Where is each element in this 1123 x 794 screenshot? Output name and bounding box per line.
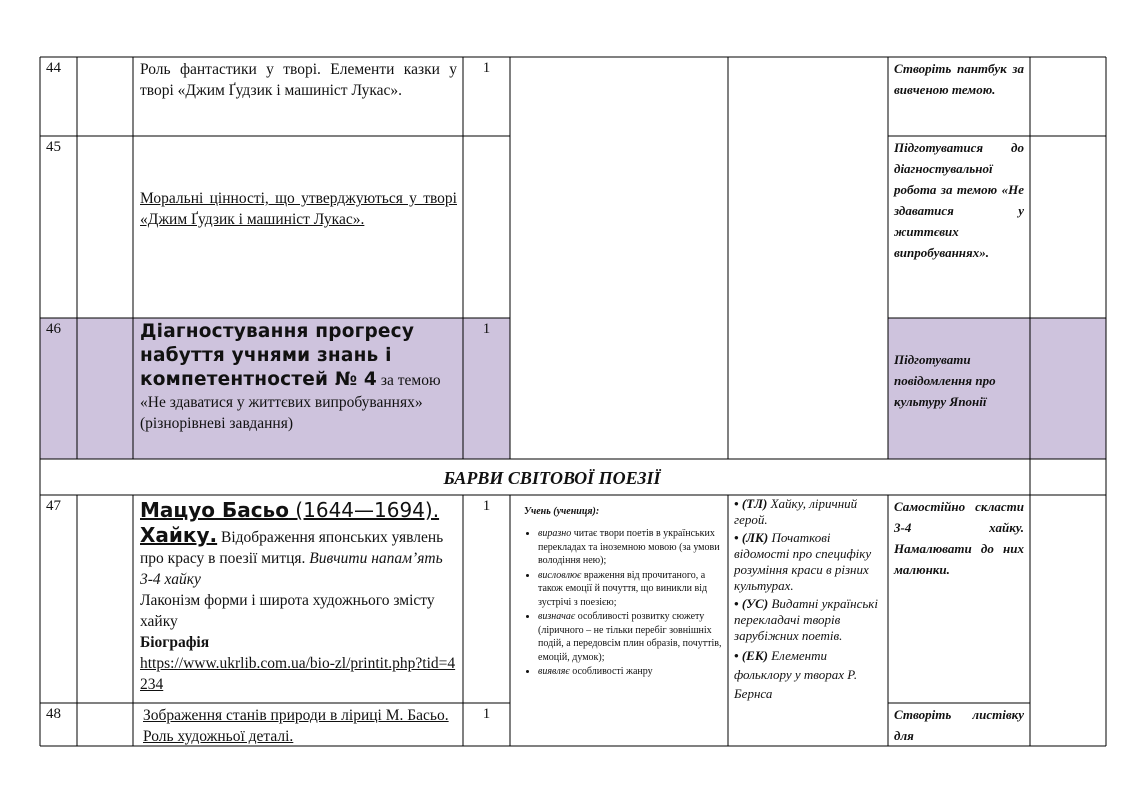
row-46-homework: Підготувати повідомлення про культуру Японії [894, 352, 996, 409]
row-46-lesson-rest: за темою «Не здаватися у життєвих випробуваннях» (різнорівневі завдання) [140, 372, 441, 432]
row-46-lesson-title: Діагностування прогресу набуття учнями знань і компетентностей № 4 [140, 321, 415, 390]
row-46-hours: 1 [482, 321, 491, 337]
row-47-years: (1644—1694). [288, 498, 440, 522]
row-47-author: Мацуо Басьо [140, 498, 289, 522]
row-47-homework: Самостійно скласти 3-4 хайку. Намалювати до них малюнки. [894, 499, 1024, 577]
crosscutting-lines [728, 496, 888, 745]
outcome-item: • висловлює враження від прочитаного, а також емоції й почуття, що виникли від зустрічі з поезією; [538, 569, 722, 610]
row-44-number: 44 [46, 60, 61, 76]
row-47-work: Хайку. [140, 523, 218, 547]
learning-outcomes [510, 500, 728, 745]
row-47-memorize: Вивчити напам’ять 3-4 хайку [140, 550, 443, 588]
row-47-lesson [133, 498, 463, 703]
section-title: БАРВИ СВІТОВОЇ ПОЕЗІЇ [443, 468, 661, 488]
outcome-item: • виразно читає твори поетів в українських перекладах та іноземною мовою (за умови володіння нею); [538, 527, 722, 568]
row-45-homework: Підготуватися до діагностувальної робота за темою «Не здаватися у життєвих випробуваннях». [894, 140, 1024, 260]
outcomes-list [524, 527, 722, 679]
crosscutting-item: • (УС) Видатні українські перекладачі творів зарубіжних поетів. [734, 596, 878, 643]
row-47-bio-link[interactable]: https://www.ukrlib.com.ua/bio-zl/printit.php?tid=4234 [140, 655, 456, 693]
row-46-number: 46 [46, 321, 61, 337]
outcome-item: • виявляє особливості жанру [538, 665, 722, 679]
crosscutting-item: • (ЛК) Початкові відомості про специфіку розуміння краси в різних культурах. [734, 530, 872, 593]
row-48-lesson-text: Зображення станів природи в ліриці М. Басьо. Роль художньої деталі. [143, 707, 449, 745]
row-46-lesson [133, 320, 463, 459]
row-44-hours: 1 [482, 60, 491, 76]
row-47-hours: 1 [482, 498, 491, 514]
outcome-item: • визначає особливості розвитку сюжету (ліричного – не тільки перебіг зовнішніх подій, а передовсім плин образів, почуттів, емоцій, думок); [538, 610, 722, 664]
row-47-bio-label: Біографія [140, 634, 210, 651]
row-48-number: 48 [46, 706, 61, 722]
row-48-hours: 1 [482, 706, 491, 722]
crosscutting-item: • (ТЛ) Хайку, ліричний герой. [734, 496, 858, 527]
row-48-lesson [133, 705, 463, 746]
crosscutting-item: • (ЕК) Елементи фольклору у творах Р. Бернса [734, 648, 858, 701]
row-47-desc: Відображення японських уявлень про красу в поезії митця. [140, 529, 444, 567]
row-47-desc2: Лаконізм форми і широта художнього змісту хайку [140, 592, 435, 630]
row-48-homework: Створіть листівку для [894, 707, 1024, 743]
row-44-lesson: Роль фантастики у творі. Елементи казки у творі «Джим Ґудзик і машиніст Лукас». [140, 61, 457, 99]
row-47-number: 47 [46, 498, 61, 514]
outcomes-title: Учень (учениця): [524, 506, 600, 517]
row-45-lesson-text: Моральні цінності, що утверджуються у творі «Джим Ґудзик і машиніст Лукас». [140, 190, 457, 228]
row-45-number: 45 [46, 139, 61, 155]
row-44-homework: Створіть пантбук за вивченою темою. [894, 61, 1024, 97]
row-45-lesson [133, 188, 463, 316]
